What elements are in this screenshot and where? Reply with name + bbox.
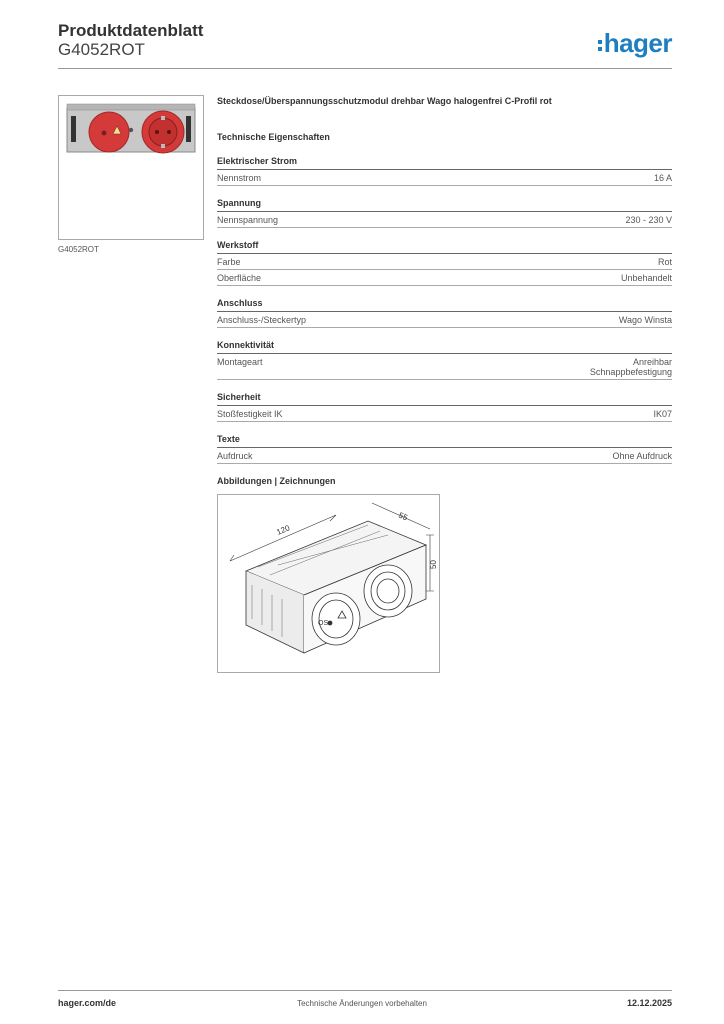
spec-row — [217, 270, 672, 286]
spec-label: Nennspannung — [217, 215, 279, 225]
spec-row — [217, 312, 672, 328]
header-divider — [58, 68, 672, 69]
photo-caption: G4052ROT — [58, 245, 99, 254]
spec-label: Oberfläche — [217, 273, 262, 283]
spec-row — [217, 354, 672, 380]
technical-drawing — [217, 494, 440, 673]
dim-width-label: 55 — [397, 510, 409, 523]
spec-value: 230 - 230 V — [625, 215, 672, 225]
logo-text: hager — [603, 28, 672, 58]
product-description: Steckdose/Überspannungsschutzmodul drehbar Wago halogenfrei C-Profil rot — [217, 96, 552, 106]
dim-height-label: 50 — [429, 560, 438, 569]
spec-value: 16 A — [653, 173, 672, 183]
spec-label: Nennstrom — [217, 173, 262, 183]
page-title: Produktdatenblatt — [58, 21, 204, 40]
footer-divider — [58, 990, 672, 991]
socket-module-icon — [59, 96, 203, 239]
spec-row — [217, 212, 672, 228]
group-title: Elektrischer Strom — [217, 156, 672, 170]
dimension-drawing-icon — [218, 495, 439, 672]
footer-note: Technische Änderungen vorbehalten — [297, 999, 427, 1008]
spec-value: Unbehandelt — [620, 273, 672, 283]
spec-value: Wago Winsta — [618, 315, 672, 325]
spec-value: IK07 — [653, 409, 672, 419]
spec-value-line: Schnappbefestigung — [589, 367, 672, 377]
group-title: Spannung — [217, 198, 672, 212]
spec-value: Ohne Aufdruck — [612, 451, 672, 461]
spec-value-line: Anreihbar — [632, 357, 672, 367]
images-title: Abbildungen | Zeichnungen — [217, 476, 336, 486]
group-voltage — [217, 198, 672, 228]
spec-label: Aufdruck — [217, 451, 253, 461]
spec-row — [217, 406, 672, 422]
product-code: G4052ROT — [58, 40, 145, 59]
group-title: Konnektivität — [217, 340, 672, 354]
content-column — [217, 96, 672, 673]
spec-value: Rot — [657, 257, 672, 267]
spec-row — [217, 448, 672, 464]
footer-date: 12.12.2025 — [626, 998, 672, 1008]
spec-row — [217, 170, 672, 186]
spec-label: Stoßfestigkeit IK — [217, 409, 283, 419]
group-safety — [217, 392, 672, 422]
group-title: Werkstoff — [217, 240, 672, 254]
footer-website[interactable]: hager.com/de — [58, 998, 117, 1008]
group-texts — [217, 434, 672, 464]
group-title: Anschluss — [217, 298, 672, 312]
group-title: Sicherheit — [217, 392, 672, 406]
module-label: OS — [318, 620, 329, 627]
group-title: Texte — [217, 434, 672, 448]
spec-row — [217, 254, 672, 270]
spec-label: Montageart — [217, 357, 263, 367]
group-connection — [217, 298, 672, 328]
hager-logo — [598, 28, 672, 59]
logo-dots-icon — [598, 37, 602, 54]
dim-length-label: 120 — [275, 523, 292, 537]
group-electric-current — [217, 156, 672, 186]
technical-properties-title: Technische Eigenschaften — [217, 132, 330, 142]
spec-label: Anschluss-/Steckertyp — [217, 315, 307, 325]
spec-label: Farbe — [217, 257, 241, 267]
spec-value — [590, 357, 672, 377]
group-material — [217, 240, 672, 286]
product-photo — [58, 95, 204, 240]
group-connectivity — [217, 340, 672, 380]
